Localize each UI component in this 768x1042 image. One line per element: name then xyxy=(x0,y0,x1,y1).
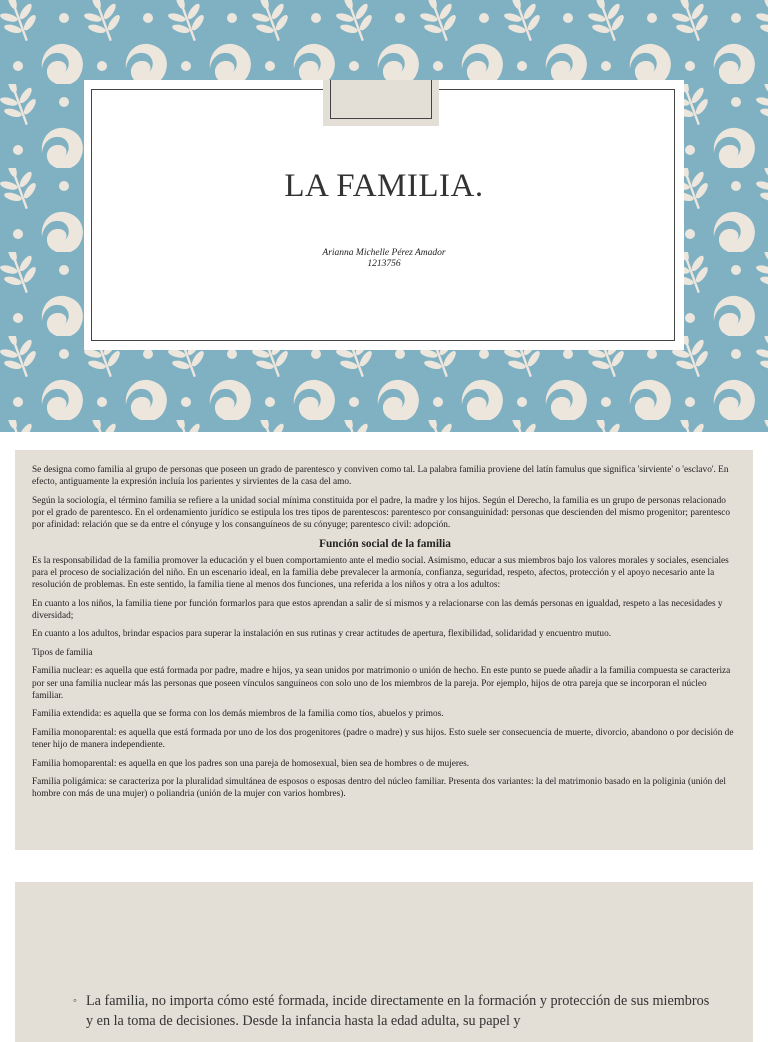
slide-body xyxy=(32,464,738,807)
paragraph: Familia poligámica: se caracteriza por la pluralidad simultánea de esposos o esposas dentro del núcleo familiar. Presenta dos variantes: la del matrimonio basado en la poliginia (unión del hombre con más de una mujer) o poliandria (unión de la mujer con varios hombres). xyxy=(32,777,726,800)
bullet-text: La familia, no importa cómo esté formada, incide directamente en la formación y protección de sus miembros y en la toma de decisiones. Desde la infancia hasta la edad adulta, su papel y xyxy=(86,993,710,1029)
paragraph: Familia monoparental: es aquella que está formada por uno de los dos progenitores (padre o madre) y sus hijos. Esto suele ser consecuencia de muerte, divorcio, abandono o por decisión de tener hijo de manera independiente. xyxy=(32,727,734,751)
list-item xyxy=(73,991,713,1031)
bullet-icon: ◦ xyxy=(73,995,77,1007)
title-slide xyxy=(0,0,768,432)
paragraph: Familia homoparental: es aquella en que los padres son una pareja de homosexual, bien sea de hombres o de mujeres. xyxy=(32,758,470,769)
title-card xyxy=(84,80,684,350)
title-frame xyxy=(91,89,675,341)
bullet-list xyxy=(73,991,713,1031)
paragraph: Según la sociología, el término familia se refiere a la unidad social mínima constituida por el padre, la madre y los hijos. Según el Derecho, la familia es un grupo de personas relacionado por el grado de parentesco. En el ordenamiento jurídico se estipula los tres tipos de parentescos: parentesco por consanguinidad: personas que descienden del mismo progenitor; parentesco por afinidad: relación que se da entre el cónyuge y los consanguíneos de su cónyuge; parentesco civil: adopción. xyxy=(32,495,731,531)
bullet-slide xyxy=(15,882,753,1042)
paragraph: En cuanto a los niños, la familia tiene por función formarlos para que estos aprendan a salir de sí mismos y a relacionarse con las demás personas en igualdad, respeto a las necesidades y diversidad; xyxy=(32,598,723,621)
content-slide xyxy=(15,450,753,850)
subheading: Tipos de familia xyxy=(32,647,93,658)
paragraph: Familia nuclear: es aquella que está formada por padre, madre e hijos, ya sean unidos por matrimonio o unión de hecho. En este punto se puede añadir a la familia compuesta se caracteriza por ser una familia nuclear más las personas que poseen vínculos sanguíneos con solo uno de los miembros de la pareja. Por ejemplo, hijos de otra pareja que se incorporan el núcleo familiar. xyxy=(32,666,731,701)
decorative-tab-frame xyxy=(330,80,432,119)
paragraph: Familia extendida: es aquella que se forma con los demás miembros de la familia como tíos, abuelos y primos. xyxy=(32,709,444,720)
section-heading: Función social de la familia xyxy=(319,537,451,550)
paragraph: En cuanto a los adultos, brindar espacios para superar la instalación en sus rutinas y crear actitudes de apertura, flexibilidad, solidaridad y encuentro mutuo. xyxy=(32,629,612,640)
slide-title: LA FAMILIA. xyxy=(284,168,484,204)
author-block xyxy=(84,248,684,270)
paragraph: Es la responsabilidad de la familia promover la educación y el buen comportamiento ante el medio social. Asimismo, educar a sus miembros bajo los valores morales y sociales, esenciales para el proceso de socialización del niño. En un escenario ideal, en la familia debe prevalecer la armonía, confianza, seguridad, respeto, afectos, protección y el apoyo necesario ante la resolución de problemas. En este sentido, la familia tiene al menos dos funciones, una referida a los niños y otra a los adultos: xyxy=(32,555,729,591)
paragraph: Se designa como familia al grupo de personas que poseen un grado de parentesco y conviven como tal. La palabra familia proviene del latín famulus que significa 'sirviente' o 'esclavo'. En efecto, antiguamente la expresión incluía los parientes y sirvientes de la casa del amo. xyxy=(32,465,729,488)
author-name: Arianna Michelle Pérez Amador xyxy=(322,248,446,258)
student-id: 1213756 xyxy=(367,259,401,269)
decorative-tab xyxy=(323,80,439,126)
